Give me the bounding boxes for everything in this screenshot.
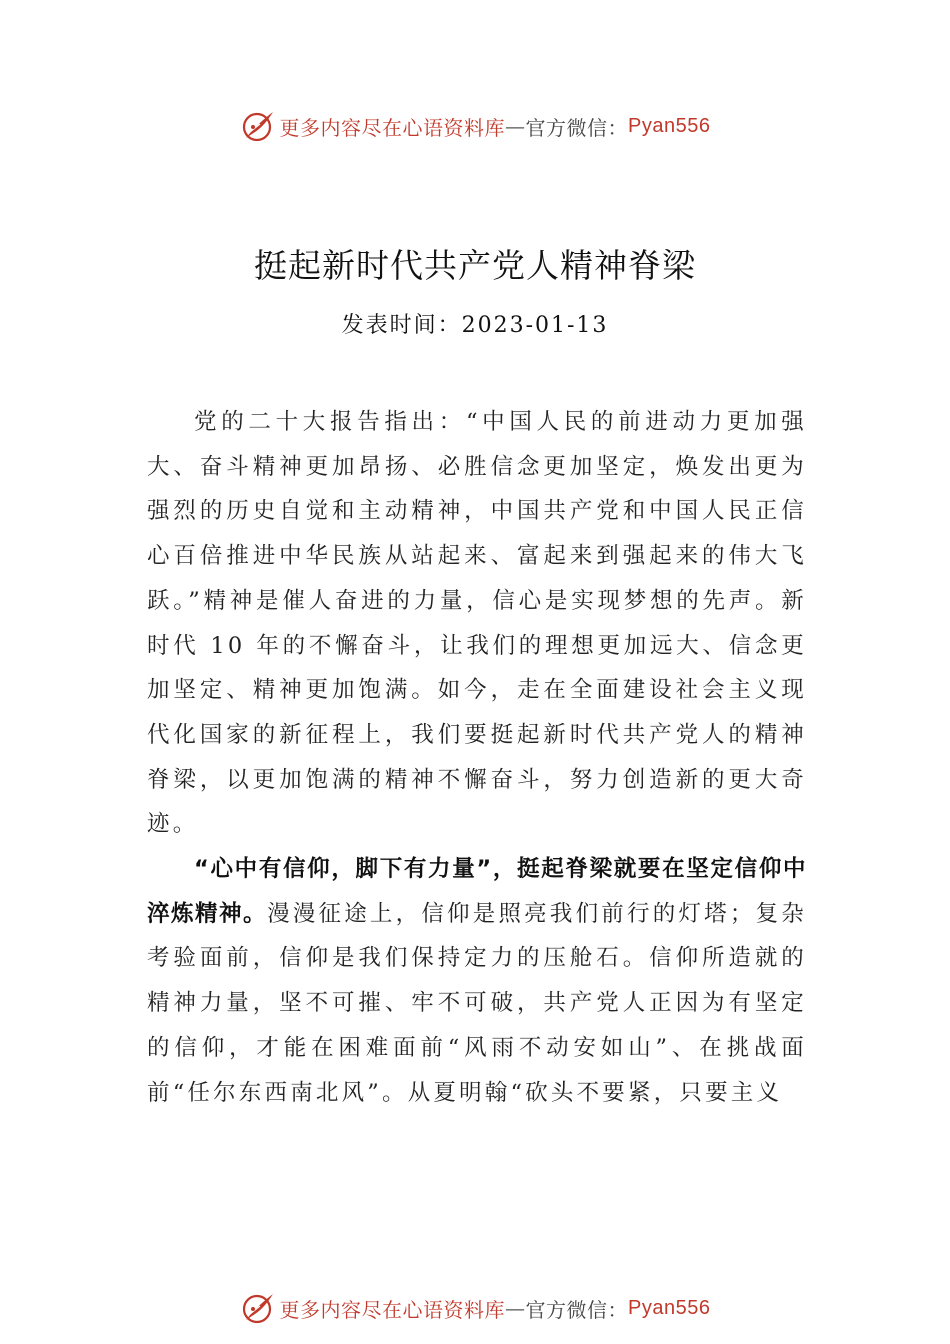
publish-date-label: 发表时间： (341, 313, 462, 338)
paragraph-2-lead: “心中有信仰，脚下有力量”，挺起脊梁就要在坚定信仰中淬炼精神。 (147, 856, 807, 927)
watermark-wechat-id: Pyan556 (628, 114, 711, 137)
quill-pen-logo-icon (240, 108, 276, 144)
paragraph-2-body: 漫漫征途上，信仰是照亮我们前行的灯塔；复杂考验面前，信仰是我们保持定力的压舱石。信仰所造就的精神力量，坚不可摧、牢不可破，共产党人正因为有坚定的信仰，才能在困难面前“风雨不动安如山”、在挑战面前“任尔东西南北风”。从夏明翰“砍头不要紧，只要主义 (147, 900, 807, 1106)
watermark-site-text: 更多内容尽在心语资料库 (279, 115, 506, 140)
watermark-dash: — (505, 114, 526, 138)
publish-date-value: 2023-01-13 (461, 313, 609, 338)
watermark-dash: — (505, 1296, 526, 1320)
quill-pen-logo-icon (240, 1290, 276, 1326)
watermark-label: 官方微信： (525, 1297, 629, 1322)
paragraph-1: 党的二十大报告指出：“中国人民的前进动力更加强大、奋斗精神更加昂扬、必胜信念更加坚定，焕发出更为强烈的历史自觉和主动精神，中国共产党和中国人民正信心百倍推进中华民族从站起来、富起来到强起来的伟大飞跃。”精神是催人奋进的力量，信心是实现梦想的先声。新时代 10 年的不懈奋斗，让我们的理想更加远大、信念更加坚定、精神更加饱满。如今，走在全面建设社会主义现代化国家的新征程上，我们要挺起新时代共产党人的精神脊梁，以更加饱满的精神不懈奋斗，努力创造新的更大奇迹。 (147, 409, 807, 838)
watermark-label: 官方微信： (525, 115, 629, 140)
publish-date (0, 308, 950, 339)
watermark-site-text: 更多内容尽在心语资料库 (279, 1297, 506, 1322)
article-body (147, 400, 807, 1115)
article-title: 挺起新时代共产党人精神脊梁 (254, 246, 696, 285)
footer-watermark (0, 1290, 950, 1326)
watermark-wechat-id: Pyan556 (628, 1296, 711, 1319)
header-watermark (0, 108, 950, 144)
paragraph-2 (147, 847, 807, 1115)
